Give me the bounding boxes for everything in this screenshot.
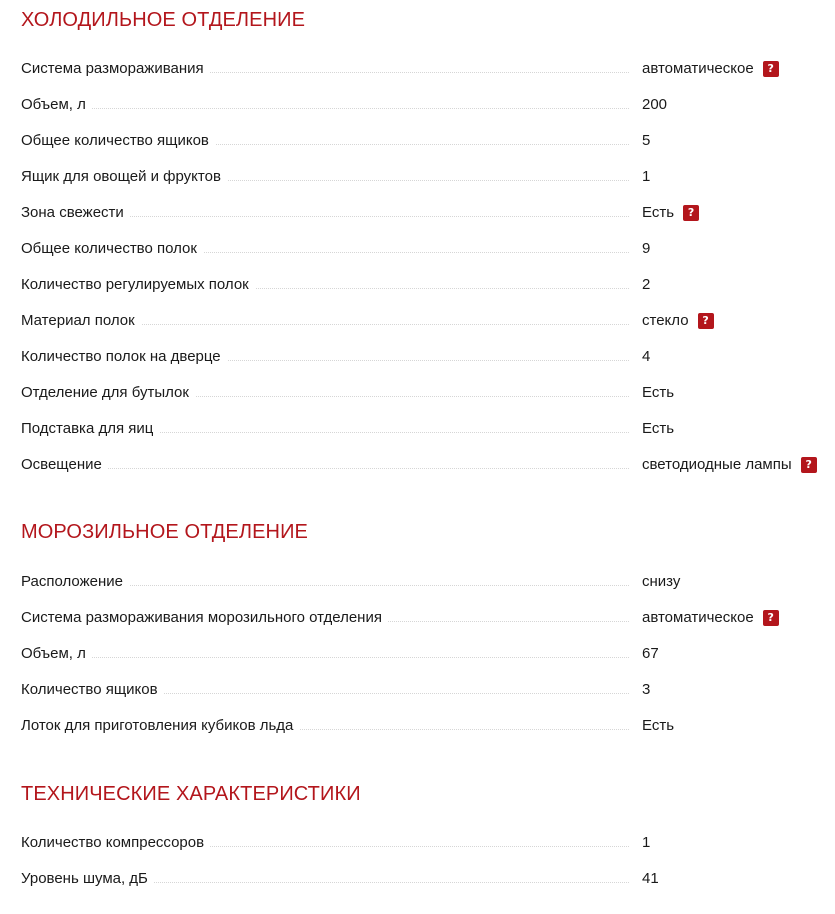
spec-value: [642, 131, 650, 151]
spec-row: [21, 129, 831, 153]
spec-value: [642, 383, 674, 403]
spec-row: [21, 678, 831, 702]
help-icon[interactable]: ?: [683, 205, 699, 221]
spec-label: Количество полок на дверце: [21, 347, 227, 367]
spec-value: [642, 347, 650, 367]
spec-label: Ящик для овощей и фруктов: [21, 167, 227, 187]
spec-value: [642, 572, 680, 592]
spec-row: [21, 417, 831, 441]
spec-value: [642, 275, 650, 295]
spec-row: [21, 867, 831, 891]
spec-value: [642, 455, 817, 475]
help-icon[interactable]: ?: [801, 457, 817, 473]
spec-row: [21, 714, 831, 738]
spec-value-text: Есть: [642, 384, 675, 401]
spec-value-text: Есть: [642, 717, 675, 734]
spec-value: [642, 644, 659, 664]
spec-row: [21, 345, 831, 369]
dotted-leader: [21, 657, 629, 658]
spec-label: Количество регулируемых полок: [21, 275, 255, 295]
section-title-freezer: МОРОЗИЛЬНОЕ ОТДЕЛЕНИЕ: [21, 521, 308, 543]
help-icon[interactable]: ?: [698, 313, 714, 329]
spec-value: [642, 311, 714, 331]
spec-value-text: 9: [642, 240, 651, 257]
spec-value-text: 67: [642, 645, 659, 662]
spec-label: Освещение: [21, 455, 108, 475]
spec-value-text: 41: [642, 870, 659, 887]
spec-value-text: 2: [642, 276, 651, 293]
spec-value: [642, 419, 674, 439]
spec-value: [642, 239, 650, 259]
spec-value-text: Есть: [642, 204, 675, 221]
spec-value-text: автоматическое: [642, 60, 754, 77]
spec-value-text: стекло: [642, 312, 689, 329]
spec-row: [21, 309, 831, 333]
spec-label: Общее количество полок: [21, 239, 203, 259]
spec-label: Система размораживания морозильного отделения: [21, 608, 388, 628]
spec-row: [21, 93, 831, 117]
spec-value-text: светодиодные лампы: [642, 456, 792, 473]
spec-value-text: 1: [642, 168, 651, 185]
spec-label: Количество ящиков: [21, 680, 164, 700]
spec-value-text: автоматическое: [642, 609, 754, 626]
spec-row: [21, 831, 831, 855]
dotted-leader: [21, 108, 629, 109]
spec-label: Уровень шума, дБ: [21, 869, 154, 889]
spec-value-text: Есть: [642, 420, 675, 437]
spec-value: [642, 716, 674, 736]
help-icon[interactable]: ?: [763, 61, 779, 77]
spec-value: [642, 59, 779, 79]
spec-label: Отделение для бутылок: [21, 383, 195, 403]
spec-label: Общее количество ящиков: [21, 131, 215, 151]
spec-label: Объем, л: [21, 644, 92, 664]
dotted-leader: [21, 468, 629, 469]
section-title-technical: ТЕХНИЧЕСКИЕ ХАРАКТЕРИСТИКИ: [21, 783, 361, 805]
spec-label: Подставка для яиц: [21, 419, 159, 439]
spec-value-text: 200: [642, 96, 668, 113]
spec-row: [21, 453, 831, 477]
spec-label: Лоток для приготовления кубиков льда: [21, 716, 299, 736]
spec-row: [21, 273, 831, 297]
spec-row: [21, 57, 831, 81]
spec-value-text: снизу: [642, 573, 681, 590]
spec-label: Система размораживания: [21, 59, 210, 79]
spec-label: Зона свежести: [21, 203, 130, 223]
spec-value-text: 1: [642, 834, 651, 851]
spec-row: [21, 381, 831, 405]
spec-value: [642, 608, 779, 628]
spec-value-text: 3: [642, 681, 651, 698]
spec-label: Количество компрессоров: [21, 833, 210, 853]
spec-label: Материал полок: [21, 311, 141, 331]
section-title-fridge: ХОЛОДИЛЬНОЕ ОТДЕЛЕНИЕ: [21, 9, 306, 31]
spec-value: [642, 680, 650, 700]
spec-label: Объем, л: [21, 95, 92, 115]
spec-value: [642, 95, 667, 115]
spec-value: [642, 167, 650, 187]
spec-label: Расположение: [21, 572, 129, 592]
spec-row: [21, 165, 831, 189]
help-icon[interactable]: ?: [763, 610, 779, 626]
spec-row: [21, 237, 831, 261]
spec-value-text: 4: [642, 348, 651, 365]
spec-row: [21, 606, 831, 630]
spec-value: [642, 833, 650, 853]
spec-row: [21, 201, 831, 225]
spec-row: [21, 570, 831, 594]
spec-value: [642, 203, 699, 223]
spec-row: [21, 642, 831, 666]
spec-value: [642, 869, 659, 889]
spec-value-text: 5: [642, 132, 651, 149]
